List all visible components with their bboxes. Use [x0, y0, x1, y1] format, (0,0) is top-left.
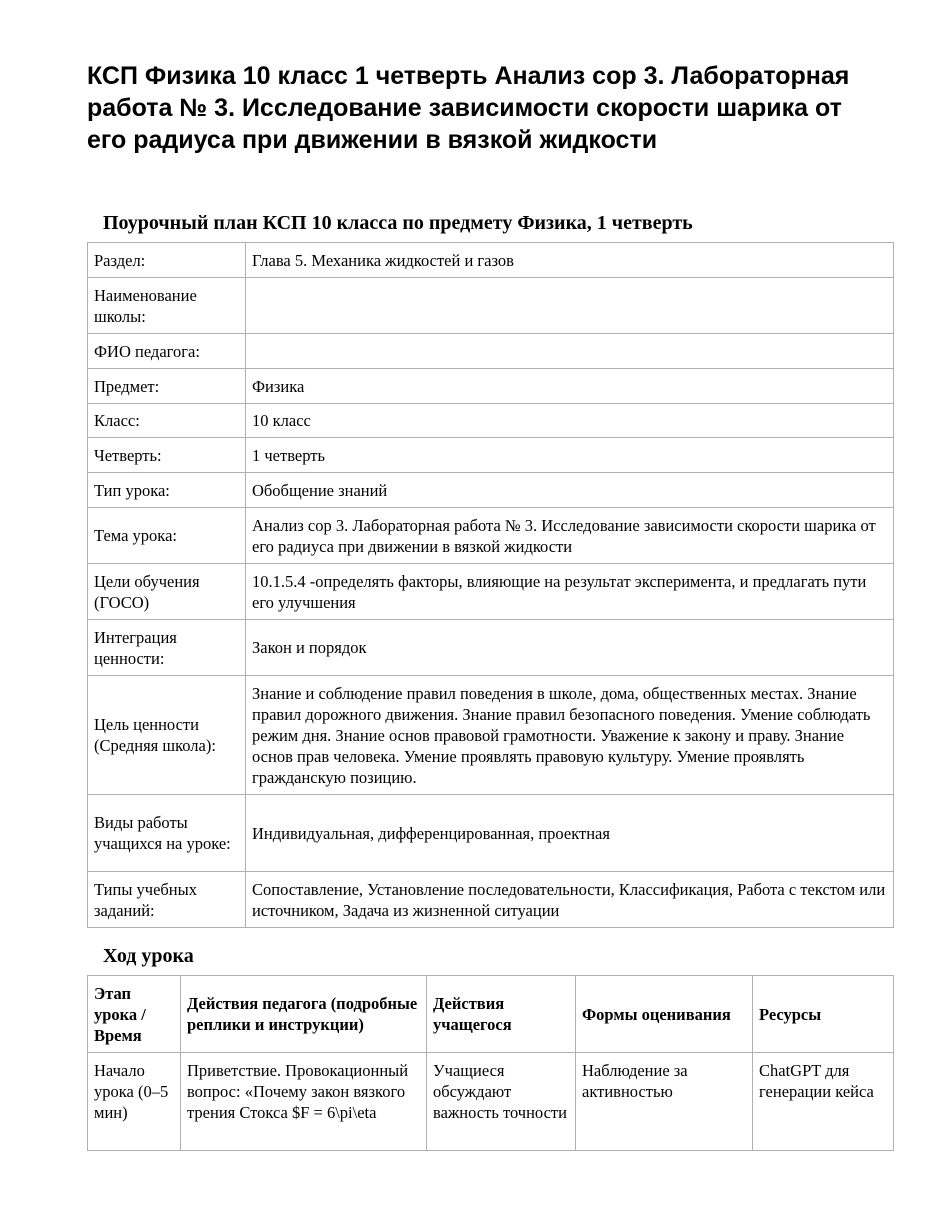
row-value: Закон и порядок — [246, 620, 894, 676]
row-label: ФИО педагога: — [88, 334, 246, 369]
table-row — [88, 676, 894, 795]
row-value: Индивидуальная, дифференцированная, проектная — [246, 795, 894, 872]
table-row — [88, 438, 894, 473]
table-row — [88, 369, 894, 404]
table-row — [88, 795, 894, 872]
column-header: Формы оценивания — [576, 976, 753, 1053]
student-actions-cell: Учащиеся обсуждают важность точности — [427, 1053, 576, 1151]
table-row — [88, 620, 894, 676]
resources-cell: ChatGPT для генерации кейса — [753, 1053, 894, 1151]
table-row — [88, 404, 894, 438]
plan-heading: Поурочный план КСП 10 класса по предмету Физика, 1 четверть — [103, 212, 693, 234]
row-value: Обобщение знаний — [246, 473, 894, 508]
row-label: Интеграция ценности: — [88, 620, 246, 676]
table-row — [88, 1053, 894, 1151]
table-header-row — [88, 976, 894, 1053]
column-header: Ресурсы — [753, 976, 894, 1053]
table-row — [88, 473, 894, 508]
row-label: Тема урока: — [88, 508, 246, 564]
table-row — [88, 564, 894, 620]
row-label: Раздел: — [88, 243, 246, 278]
row-value: Анализ сор 3. Лабораторная работа № 3. Исследование зависимости скорости шарика от его радиуса при движении в вязкой жидкости — [246, 508, 894, 564]
column-header: Этап урока / Время — [88, 976, 181, 1053]
row-label: Цель ценности (Средняя школа): — [88, 676, 246, 795]
lesson-flow-table — [87, 975, 894, 1151]
row-label: Наименование школы: — [88, 278, 246, 334]
row-value: Сопоставление, Установление последовательности, Классификация, Работа с текстом или источником, Задача из жизненной ситуации — [246, 872, 894, 928]
row-value: Физика — [246, 369, 894, 404]
row-label: Четверть: — [88, 438, 246, 473]
row-label: Типы учебных заданий: — [88, 872, 246, 928]
row-value — [246, 334, 894, 369]
table-row — [88, 508, 894, 564]
table-row — [88, 243, 894, 278]
lesson-plan-table — [87, 242, 894, 928]
table-row — [88, 872, 894, 928]
row-value: Глава 5. Механика жидкостей и газов — [246, 243, 894, 278]
row-value: 10 класс — [246, 404, 894, 438]
table-row — [88, 334, 894, 369]
assessment-cell: Наблюдение за активностью — [576, 1053, 753, 1151]
stage-cell: Начало урока (0–5 мин) — [88, 1053, 181, 1151]
column-header: Действия педагога (подробные реплики и инструкции) — [181, 976, 427, 1053]
table-row — [88, 278, 894, 334]
row-label: Тип урока: — [88, 473, 246, 508]
row-value — [246, 278, 894, 334]
row-label: Предмет: — [88, 369, 246, 404]
row-label: Класс: — [88, 404, 246, 438]
row-label: Виды работы учащихся на уроке: — [88, 795, 246, 872]
row-value: Знание и соблюдение правил поведения в школе, дома, общественных местах. Знание правил дорожного движения. Знание правил безопасного поведения. Умение соблюдать режим дня. Знание основ правовой грамотности. Уважение к закону и праву. Знание основ прав человека. Умение проявлять правовую культуру. Умение проявлять гражданскую позицию. — [246, 676, 894, 795]
document-title: КСП Физика 10 класс 1 четверть Анализ сор 3. Лабораторная работа № 3. Исследование зависимости скорости шарика от его радиуса при движении в вязкой жидкости — [87, 62, 850, 154]
row-value: 1 четверть — [246, 438, 894, 473]
row-label: Цели обучения (ГОСО) — [88, 564, 246, 620]
column-header: Действия учащегося — [427, 976, 576, 1053]
lesson-flow-heading: Ход урока — [103, 945, 194, 967]
teacher-actions-cell: Приветствие. Провокационный вопрос: «Почему закон вязкого трения Стокса $F = 6\pi\eta — [181, 1053, 427, 1151]
row-value: 10.1.5.4 -определять факторы, влияющие на результат эксперимента, и предлагать пути его улучшения — [246, 564, 894, 620]
